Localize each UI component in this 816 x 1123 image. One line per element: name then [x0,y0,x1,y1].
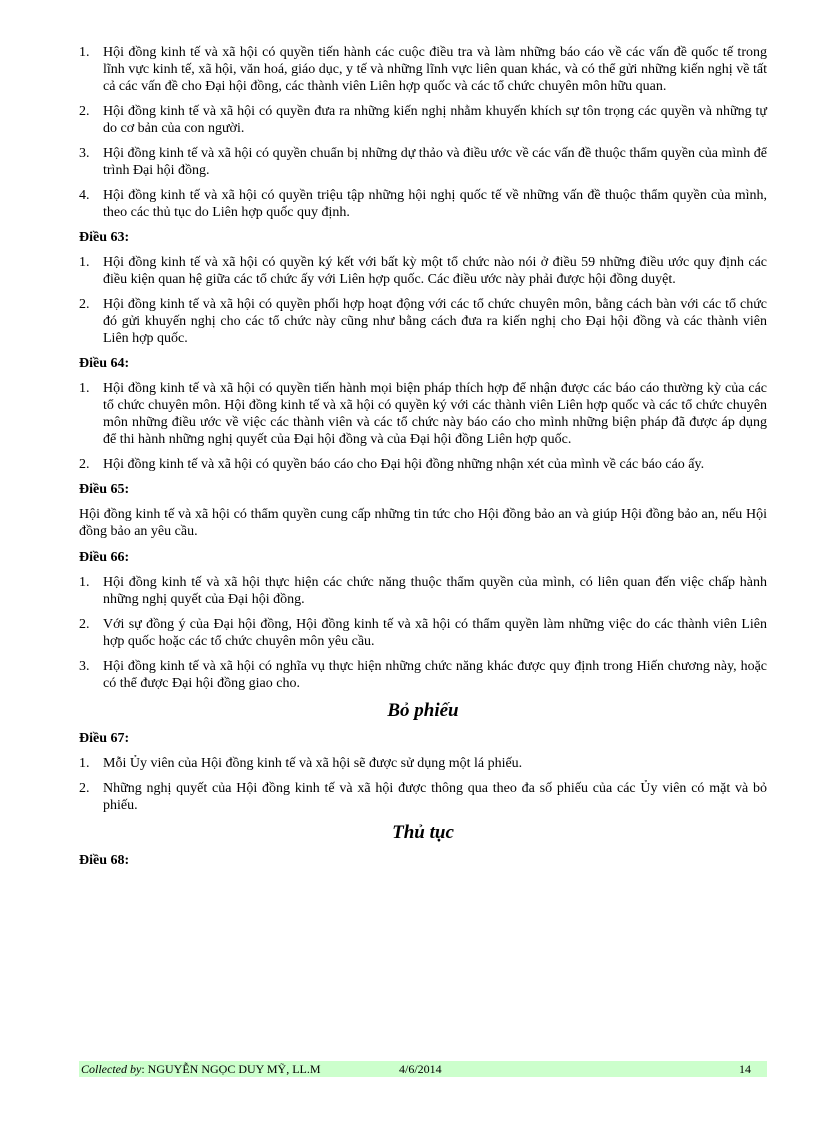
numbered-list [79,44,767,221]
list-item-number: 2. [79,104,90,119]
footer-collected-by: Collected by: NGUYỄN NGỌC DUY MỸ, LL.M [81,1062,321,1076]
page-footer [79,1061,767,1077]
list-item [79,658,767,692]
list-item [79,187,767,221]
list-item-number: 1. [79,45,90,60]
numbered-list [79,755,767,814]
list-item [79,755,767,772]
list-item [79,103,767,137]
list-item-text: Hội đồng kinh tế và xã hội có quyền ký kết với bất kỳ một tổ chức nào nói ở điều 59 những điều ước quy định các điều kiện quan hệ giữa các tổ chức ấy với Liên hợp quốc. Các điều ước này phải được hội đồng duyệt. [103,255,767,287]
section-heading: Thủ tục [392,822,454,843]
article-heading: Điều 64: [79,356,130,371]
list-item [79,296,767,347]
list-item [79,574,767,608]
footer-page-number: 14 [739,1062,751,1076]
paragraph: Hội đồng kinh tế và xã hội có thẩm quyền cung cấp những tin tức cho Hội đồng bảo an và giúp Hội đồng bảo an, nếu Hội đồng bảo an yêu cầu. [79,507,767,539]
list-item-number: 3. [79,659,90,674]
numbered-list [79,574,767,692]
list-item-text: Hội đồng kinh tế và xã hội có quyền triệu tập những hội nghị quốc tế về những vấn đề thuộc thẩm quyền của mình, theo các thủ tục do Liên hợp quốc quy định. [103,188,767,220]
footer-date: 4/6/2014 [399,1062,442,1076]
list-item [79,780,767,814]
list-item-text: Hội đồng kinh tế và xã hội thực hiện các chức năng thuộc thẩm quyền của mình, có liên quan đến việc chấp hành những nghị quyết của Đại hội đồng. [103,575,767,607]
list-item [79,456,767,473]
list-item-number: 1. [79,255,90,270]
list-item-number: 4. [79,188,90,203]
numbered-list [79,380,767,473]
article-heading: Điều 65: [79,482,130,497]
document-page [79,44,767,877]
list-item-number: 1. [79,381,90,396]
list-item-number: 2. [79,297,90,312]
list-item [79,380,767,448]
list-item-text: Hội đồng kinh tế và xã hội có quyền phối hợp hoạt động với các tổ chức chuyên môn, bằng cách bàn với các tổ chức đó gửi khuyến nghị cho các tổ chức này cũng như bằng cách đưa ra kiến nghị cho Đại hội đồng và các thành viên Liên hợp quốc. [103,297,767,346]
list-item-text: Hội đồng kinh tế và xã hội có nghĩa vụ thực hiện những chức năng khác được quy định trong Hiến chương này, hoặc có thể được Đại hội đồng giao cho. [103,659,767,691]
list-item-text: Với sự đồng ý của Đại hội đồng, Hội đồng kinh tế và xã hội có thẩm quyền làm những việc do các thành viên Liên hợp quốc hoặc các tổ chức chuyên môn yêu cầu. [103,617,767,649]
list-item [79,44,767,95]
list-item-text: Hội đồng kinh tế và xã hội có quyền đưa ra những kiến nghị nhằm khuyến khích sự tôn trọng các quyền và những tự do cơ bản của con người. [103,104,767,136]
list-item-text: Những nghị quyết của Hội đồng kinh tế và xã hội được thông qua theo đa số phiếu của các Ủy viên có mặt và bỏ phiếu. [103,781,767,813]
list-item-number: 2. [79,457,90,472]
article-heading: Điều 63: [79,230,130,245]
list-item [79,616,767,650]
list-item-number: 1. [79,756,90,771]
list-item-text: Hội đồng kinh tế và xã hội có quyền tiến hành các cuộc điều tra và làm những báo cáo về các vấn đề quốc tế trong lĩnh vực kinh tế, xã hội, văn hoá, giáo dục, y tế và những lĩnh vực liên quan khác, và có thể gửi những kiến nghị về tất cả các vấn đề cho Đại hội đồng, các thành viên Liên hợp quốc và các tổ chức chuyên môn hữu quan. [103,45,767,94]
list-item-number: 2. [79,781,90,796]
section-heading: Bỏ phiếu [387,700,459,721]
list-item [79,145,767,179]
list-item-text: Hội đồng kinh tế và xã hội có quyền tiến hành mọi biện pháp thích hợp để nhận được các báo cáo thường kỳ của các tổ chức chuyên môn. Hội đồng kinh tế và xã hội có quyền ký với các thành viên Liên hợp quốc và các tổ chức chuyên môn những điều ước về việc các thành viên và các tổ chức này báo cáo cho mình những biện pháp đã được áp dụng để thi hành những nghị quyết của Đại hội đồng và của Đại hội đồng Liên hợp quốc. [103,381,767,447]
article-heading: Điều 66: [79,550,130,565]
list-item-number: 1. [79,575,90,590]
list-item-number: 2. [79,617,90,632]
list-item-text: Mỗi Ủy viên của Hội đồng kinh tế và xã hội sẽ được sử dụng một lá phiếu. [103,756,523,771]
list-item [79,254,767,288]
list-item-text: Hội đồng kinh tế và xã hội có quyền chuẩn bị những dự thảo và điều ước về các vấn đề thuộc thẩm quyền của mình để trình Đại hội đồng. [103,146,767,178]
list-item-text: Hội đồng kinh tế và xã hội có quyền báo cáo cho Đại hội đồng những nhận xét của mình về các báo cáo ấy. [103,457,705,472]
article-heading: Điều 68: [79,853,130,868]
footer-author: NGUYỄN NGỌC DUY MỸ, LL.M [147,1062,321,1076]
list-item-number: 3. [79,146,90,161]
numbered-list [79,254,767,347]
article-heading: Điều 67: [79,731,130,746]
